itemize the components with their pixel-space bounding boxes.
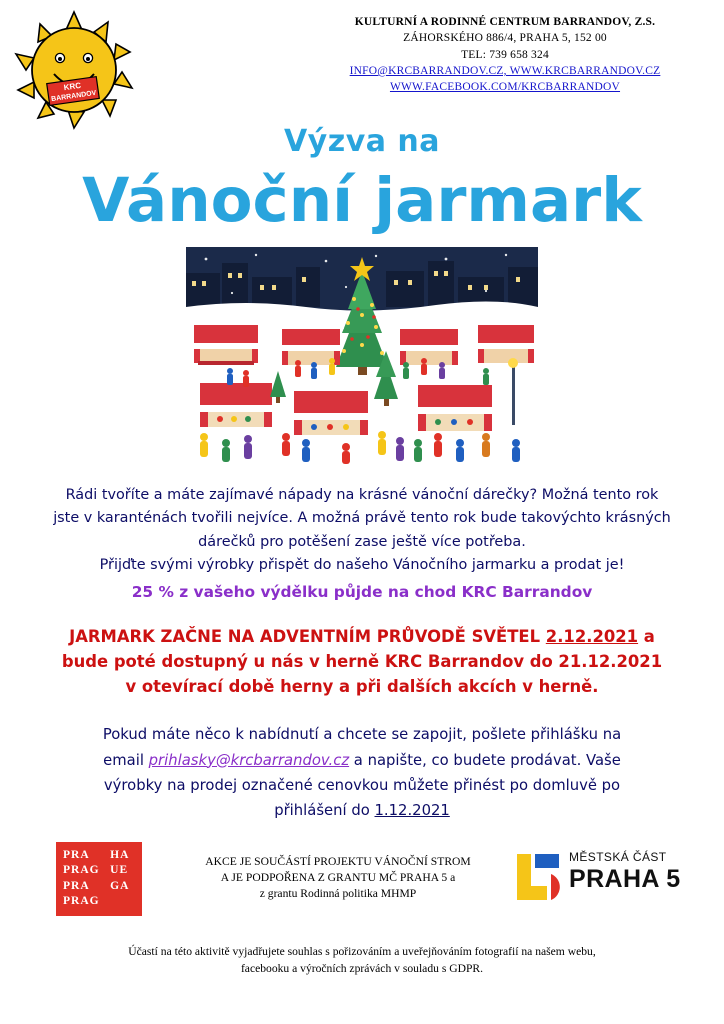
org-links-line-1[interactable]: INFO@KRCBARRANDOV.CZ, WWW.KRCBARRANDOV.CZ <box>349 64 661 77</box>
page-title: Vánoční jarmark <box>82 165 642 236</box>
praha-5-district-logo <box>515 848 700 910</box>
jarmark-line-1-post: a <box>638 627 655 647</box>
prague-logo-cell-right-1: HA <box>110 848 130 861</box>
praha-5-logo-text <box>569 850 681 894</box>
sponsor-logos-row <box>0 840 724 930</box>
org-phone: TEL: 739 658 324 <box>461 48 549 61</box>
revenue-share-note: 25 % z vašeho výdělku půjde na chod KRC Barrandov <box>131 583 593 602</box>
prague-logo-cell-left-3: PRA <box>63 879 90 892</box>
krc-sun-logo <box>10 8 140 133</box>
footer-line-1: Účastí na této aktivitě vyjadřujete souhlas s pořizováním a uveřejňováním fotografií na našem webu, <box>128 944 596 958</box>
signup-line-4-pre: přihlášení do <box>274 802 375 820</box>
christmas-market-illustration <box>186 247 538 464</box>
org-address: ZÁHORSKÉHO 886/4, PRAHA 5, 152 00 <box>403 32 607 45</box>
signup-block <box>37 722 687 824</box>
praha-5-logo-small: MĚSTSKÁ ČÁST <box>569 849 667 864</box>
sun-logo-line1: KRC <box>63 80 82 93</box>
prague-logo <box>56 842 142 916</box>
signup-line-3: výrobky na prodej označené cenovkou můžete přinést po domluvě po <box>103 777 621 794</box>
intro-line-2: jste v karanténách tvořili nejvíce. A možná právě tento rok bude takovýchto krásných <box>53 510 671 527</box>
prague-logo-cell-left-4: PRAG <box>63 895 100 908</box>
jarmark-start-date: 2.12.2021 <box>545 627 639 647</box>
intro-line-3: dárečků pro potěšení zase ještě více potřeba. <box>198 533 526 550</box>
market-stall <box>474 313 538 363</box>
grant-line-1: AKCE JE SOUČÁSTÍ PROJEKTU VÁNOČNÍ STROM <box>205 854 471 868</box>
jarmark-line-3: v otevírací době herny a při dalších akcích v herně. <box>125 677 599 697</box>
market-stall <box>194 367 278 427</box>
prague-logo-cell-left-2: PRAG <box>63 864 100 877</box>
intro-line-1: Rádi tvoříte a máte zajímavé nápady na krásné vánoční dárečky? Možná tento rok <box>65 487 659 504</box>
organization-contact-block <box>300 14 710 96</box>
market-stall <box>190 313 262 365</box>
sun-icon <box>10 8 140 133</box>
illustration-svg <box>186 247 538 464</box>
signup-line-2-post: a napište, co budete prodávat. Vaše <box>349 751 621 769</box>
grant-credit-text <box>168 854 508 902</box>
grant-line-2: A JE PODPOŘENA Z GRANTU MČ PRAHA 5 a <box>220 870 456 884</box>
gdpr-footer <box>62 944 662 978</box>
org-links-line-2[interactable]: WWW.FACEBOOK.COM/KRCBARRANDOV <box>389 81 621 94</box>
jarmark-line-1-pre: JARMARK ZAČNE NA ADVENTNÍM PRŮVODĚ SVĚTEL <box>69 627 546 647</box>
sun-logo-line2: BARRANDOV <box>50 89 97 104</box>
market-stall <box>278 317 344 365</box>
intro-paragraph <box>37 484 687 605</box>
intro-line-4: Přijďte svými výrobky přispět do našeho Vánočního jarmarku a prodat je! <box>99 557 625 574</box>
grant-line-3: z grantu Rodinná politika MHMP <box>259 886 417 900</box>
page-header <box>0 0 724 120</box>
prague-logo-cell-right-4 <box>110 894 135 910</box>
org-name: KULTURNÍ A RODINNÉ CENTRUM BARRANDOV, Z.S. <box>354 16 656 28</box>
signup-line-2-pre: email <box>103 751 149 769</box>
jarmark-line-2: bude poté dostupný u nás v herně KRC Barrandov do 21.12.2021 <box>61 652 663 672</box>
prague-logo-cell-right-3: GA <box>110 879 130 892</box>
signup-deadline-date: 1.12.2021 <box>374 802 450 820</box>
signup-email-link[interactable]: prihlasky@krcbarrandov.cz <box>148 751 350 769</box>
title-kicker: Výzva na <box>283 124 441 159</box>
signup-line-1: Pokud máte něco k nabídnutí a chcete se zapojit, pošlete přihlášku na <box>102 726 622 744</box>
praha-5-logo-big: PRAHA 5 <box>569 864 681 893</box>
praha-5-mark-icon <box>515 852 561 902</box>
market-stall <box>396 317 462 365</box>
prague-logo-cell-left-1: PRA <box>63 848 90 861</box>
prague-logo-cell-right-2: UE <box>110 864 129 877</box>
market-stall <box>288 375 374 435</box>
footer-line-2: facebooku a výročních zprávách v souladu s GDPR. <box>240 961 484 975</box>
jarmark-schedule-block <box>32 625 692 700</box>
